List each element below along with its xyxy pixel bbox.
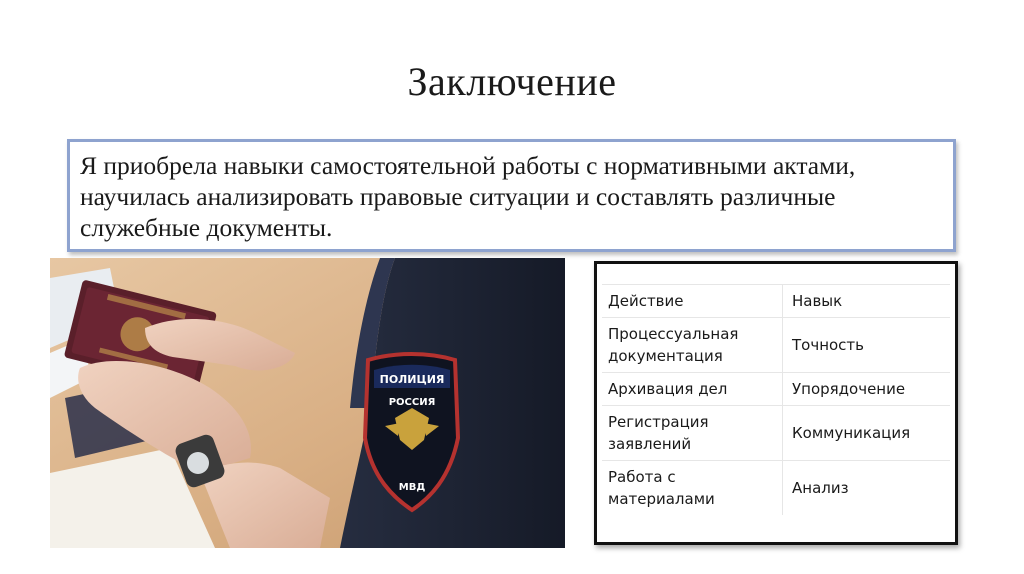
- patch-text-police: ПОЛИЦИЯ: [379, 373, 445, 386]
- header-skill: Навык: [783, 285, 951, 318]
- cell-skill: Упорядочение: [783, 373, 951, 406]
- police-passport-photo: [50, 258, 565, 548]
- cell-action: Архивация дел: [602, 373, 783, 406]
- table-header-row: [602, 285, 950, 318]
- cell-skill: Коммуникация: [783, 406, 951, 461]
- cell-action: Процессуальная документация: [602, 318, 783, 373]
- skills-table: [602, 284, 950, 515]
- cell-action: Регистрация заявлений: [602, 406, 783, 461]
- conclusion-text: Я приобрела навыки самостоятельной работы с нормативными актами, научилась анализировать правовые ситуации и составлять различные служебные документы.: [80, 151, 856, 242]
- cell-skill: Анализ: [783, 461, 951, 516]
- header-action: Действие: [602, 285, 783, 318]
- patch-text-russia: РОССИЯ: [388, 397, 436, 408]
- table-row: [602, 461, 950, 516]
- cell-skill: Точность: [783, 318, 951, 373]
- table-row: [602, 318, 950, 373]
- skills-table-frame: [594, 261, 958, 545]
- table-row: [602, 373, 950, 406]
- table-row: [602, 406, 950, 461]
- slide-title: Заключение: [407, 59, 617, 104]
- cell-action: Работа с материалами: [602, 461, 783, 516]
- patch-text-mvd: МВД: [398, 482, 426, 493]
- conclusion-box: [67, 139, 956, 252]
